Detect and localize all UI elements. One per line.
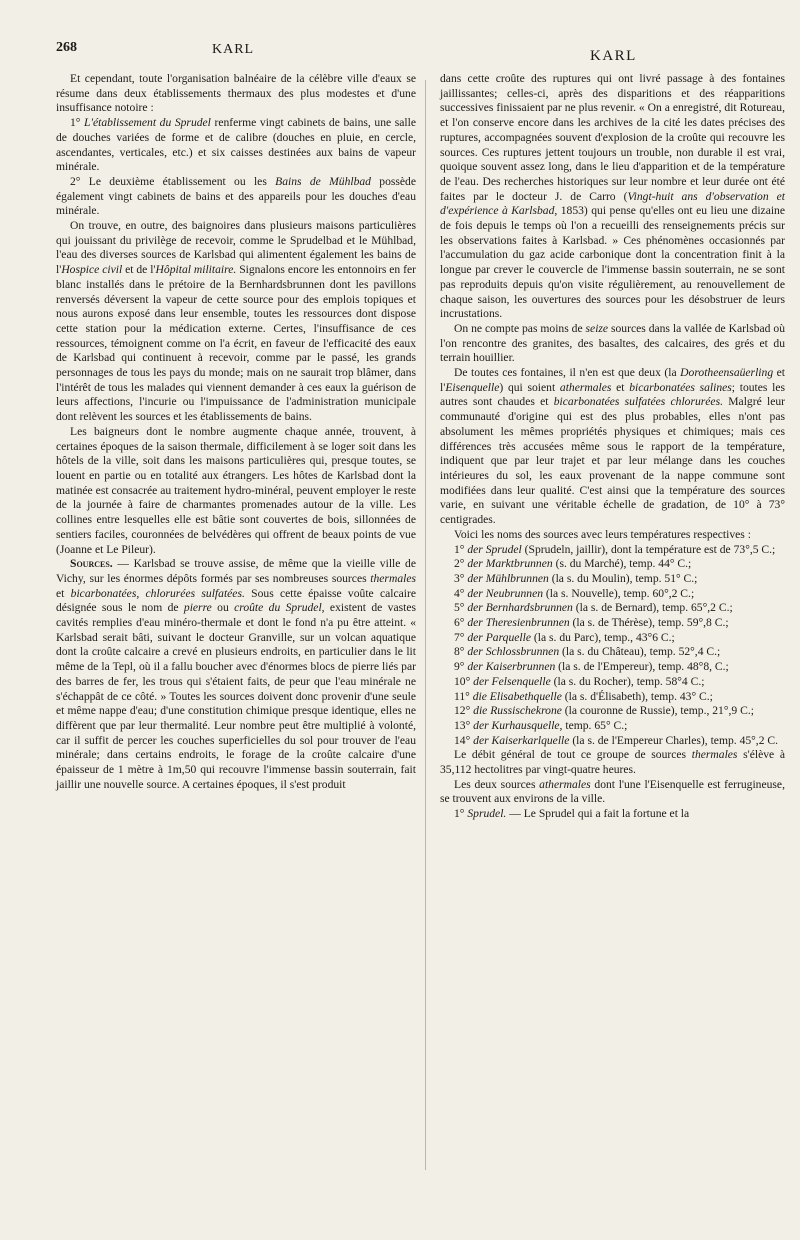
list-item: 11° die Elisabethquelle (la s. d'Élisabeth), temp. 43° C.; bbox=[454, 689, 713, 703]
list-item: 9° der Kaiserbrunnen (la s. de l'Empereur), temp. 48°8, C.; bbox=[454, 660, 729, 674]
paragraph: 2° Le deuxième établissement ou les Bains de Mühlbad possède également vingt cabinets de bains et des appareils pour les douches d'eau minérale. bbox=[56, 174, 416, 218]
paragraph: Et cependant, toute l'organisation balnéaire de la célèbre ville d'eaux se résume dans deux établissements thermaux des plus modestes et d'une insuffisance notoire : bbox=[56, 72, 416, 115]
list-item: 10° der Felsenquelle (la s. du Rocher), temp. 58°4 C.; bbox=[454, 674, 705, 688]
list-item: 13° der Kurhausquelle, temp. 65° C.; bbox=[454, 718, 628, 732]
list-item: 8° der Schlossbrunnen (la s. du Château), temp. 52°,4 C.; bbox=[454, 645, 721, 659]
paragraph: On ne compte pas moins de seize sources dans la vallée de Karlsbad où l'on rencontre des granites, des basaltes, des calcaires, des grés et du terrain houillier. bbox=[440, 321, 785, 365]
list-item: 2° der Marktbrunnen (s. du Marché), temp. 44° C.; bbox=[454, 557, 692, 571]
page-header bbox=[0, 0, 800, 70]
list-item: 14° der Kaiserkarlquelle (la s. de l'Empereur Charles), temp. 45°,2 C. bbox=[454, 733, 779, 747]
running-head-left: KARL bbox=[212, 42, 255, 57]
section-heading: Sources. bbox=[70, 557, 113, 571]
paragraph: 1° L'établissement du Sprudel renferme vingt cabinets de bains, une salle de douches variées de forme et de calibre (douches en pluie, en cercle, ascendantes, verticales, etc.) et six caisses destinées aux bains de vapeur minérale. bbox=[56, 116, 416, 174]
paragraph: On trouve, en outre, des baignoires dans plusieurs maisons particulières qui jouissant du privilège de recevoir, comme le Sprudelbad et le Mühlbad, l'eau des diverses sources de Karlsbad qui alimentent également les bains de l'Hospice civil et de l'Hôpital militaire. Signalons encore les entonnoirs en fer blanc installés dans le prétoire de la Bernhardsbrunnen dont les pavillons renversés déversent la vapeur de cette source pour des emplois topiques et nous aurons exposé dans leur ensemble, toutes les ressources dont dispose cette station pour la médication externe. Certes, l'insuffisance de ces ressources, témoignent comme on l'a écrit, en faveur de l'efficacité des eaux de Karlsbad qui continuent à recevoir, comme par le passé, les grands personnages de tous les pays du monde; mais on ne saurait trop blâmer, dans l'intérêt de tous les malades qui viennent demander à ces eaux la guérison de leurs affections, l'incurie ou l'impuissance de l'administration municipale dont relèvent les sources et les établissements de bains. bbox=[56, 219, 416, 424]
list-item: 3° der Mühlbrunnen (la s. du Moulin), temp. 51° C.; bbox=[454, 571, 698, 585]
list-item: 5° der Bernhardsbrunnen (la s. de Bernard), temp. 65°,2 C.; bbox=[454, 601, 733, 615]
list-item: 6° der Theresienbrunnen (la s. de Thérèse), temp. 59°,8 C.; bbox=[454, 616, 729, 630]
list-item: 12° die Russischekrone (la couronne de Russie), temp., 21°,9 C.; bbox=[454, 704, 754, 718]
sources-list bbox=[440, 543, 785, 749]
list-item: 7° der Parquelle (la s. du Parc), temp., 43°6 C.; bbox=[454, 630, 675, 644]
running-head-right: KARL bbox=[590, 48, 637, 64]
paragraph: dans cette croûte des ruptures qui ont livré passage à des fontaines jaillissantes; celles-ci, après des disparitions et des réapparitions successives finissaient par ne plus revenir. « On a enregistré, dit Rotureau, et l'on conserve encore dans les archives de la cité les dates précises des ruptures, accompagnées souvent d'explosion de la croûte qui recouvre les sources. Ces ruptures jettent toujours un trouble, non durable il est vrai, quoique souvent assez long, dans le lieu d'apparition et de la température de l'eau. Des recherches historiques sur leur nombre et leur durée ont été faites par le docteur J. de Carro (Vingt-huit ans d'observation et d'expérience à Karlsbad, 1853) qui pense qu'elles ont eu lieu une dizaine de fois depuis le temps où l'on a recueilli des renseignements précis sur les observations faites à Karlsbad. » Ces phénomènes occasionnés par l'accumulation du gaz acide carbonique dont la concentration finit à la longue par crever le couvercle de l'immense bassin souterrain, ne se sont pas reproduits depuis qu'on visite régulièrement, au renouvellement de chaque saison, les ouvertures des sources pour les désobstruer de leurs incrustations. bbox=[440, 72, 785, 321]
column-divider bbox=[425, 80, 426, 1170]
paragraph: Le débit général de tout ce groupe de sources thermales s'élève à 35,112 hectolitres par vingt-quatre heures. bbox=[440, 748, 785, 777]
paragraph: 1° Sprudel. — Le Sprudel qui a fait la fortune et la bbox=[454, 807, 690, 821]
list-item: 4° der Neubrunnen (la s. Nouvelle), temp. 60°,2 C.; bbox=[454, 586, 695, 600]
page-number: 268 bbox=[56, 40, 77, 55]
paragraph: Voici les noms des sources avec leurs températures respectives : bbox=[454, 527, 751, 541]
right-column bbox=[440, 72, 785, 822]
paragraph: Les deux sources athermales dont l'une l'Eisenquelle est ferrugineuse, se trouvent aux environs de la ville. bbox=[440, 777, 785, 806]
paragraph: De toutes ces fontaines, il n'en est que deux (la Dorotheensaüerling et l'Eisenquelle) qui soient athermales et bicarbonatées salines; toutes les autres sont chaudes et bicarbonatées sulfatées chlorurées. Malgré leur communauté d'origine qui est des plus probables, elles n'ont pas absolument les mêmes propriétés physiques et chimiques; mais ces différences très accusées même sous le rapport de la température, indiquent que par leur trajet et par leur mélange dans les couches intérieures du sol, les eaux provenant de la nappe commune sont modifiées dans leur qualité. C'est ainsi que la température des sources varie, en suivant une véritable échelle de gradation, de 10° à 73° centigrades. bbox=[440, 366, 785, 527]
left-column bbox=[56, 72, 416, 792]
paragraph: Les baigneurs dont le nombre augmente chaque année, trouvent, à certaines époques de la saison thermale, difficilement à se loger soit dans les hôtels de la ville, soit dans les maisons particulières qui, presque toutes, se louent en partie ou en totalité aux étrangers. Les hôtes de Karlsbad dont la matinée est consacrée au traitement hydro-minéral, peuvent employer le reste de la journée à faire de charmantes promenades autour de la ville. Les collines entre lesquelles elle est bâtie sont couvertes de bois, sillonnées de sentiers faciles, couronnées de belvédères qui offrent de beaux points de vue (Joanne et Le Pileur). bbox=[56, 424, 416, 556]
list-item: 1° der Sprudel (Sprudeln, jaillir), dont la température est de 73°,5 C.; bbox=[454, 542, 776, 556]
paragraph-sources: Sources. — Karlsbad se trouve assise, de même que la vieille ville de Vichy, sur les énormes dépôts formés par ses nombreuses sources thermales et bicarbonatées, chlorurées sulfatées. Sous cette épaisse voûte calcaire désignée sous le nom de pierre ou croûte du Sprudel, existent de vastes cavités remplies d'eau minéro-thermale et dont le fond n'a pu être atteint. « Karlsbad serait bâti, suivant le docteur Granville, sur un volcan aquatique dont la croûte calcaire a crevé en plusieurs endroits, en particulier dans le lit même de la Tepl, où il a fallu boucher avec d'énormes blocs de pierre liés par des barres de fer, les trous qui s'étaient faits, de peur que l'eau minérale ne s'échappât de ce côté. » Toutes les sources doivent donc provenir d'une seule et même nappe d'eau; d'une constitution chimique presque identique, elles ne diffèrent que par leur thermalité. Leur nombre peut être multiplié à volonté, car il suffit de percer les couches superficielles du sol pour trouver de l'eau minérale; dans certains endroits, le forage de la croûte calcaire d'une épaisseur de 1 mètre à 1m,50 qui recouvre l'immense bassin souterrain, fait jaillir une nouvelle source. A certaines époques, il s'est produit bbox=[56, 557, 417, 791]
